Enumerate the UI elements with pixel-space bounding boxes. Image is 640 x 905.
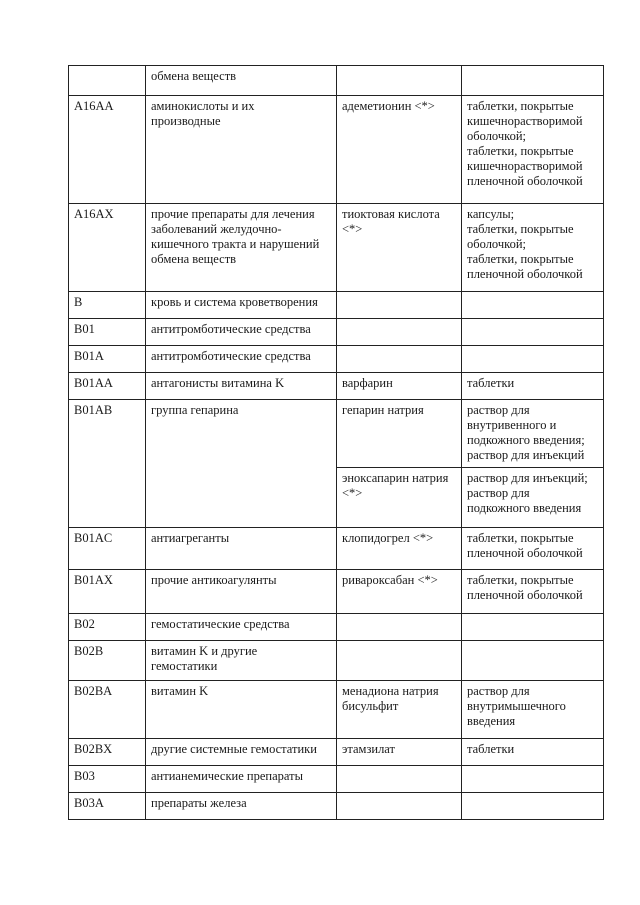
group-cell: антагонисты витамина K	[146, 373, 337, 400]
form-cell	[462, 793, 604, 820]
group-cell: группа гепарина	[146, 400, 337, 528]
form-cell: таблетки	[462, 373, 604, 400]
code-cell: A16AA	[69, 96, 146, 204]
form-cell	[462, 346, 604, 373]
form-cell: раствор для внутримышечного введения	[462, 681, 604, 739]
table-row	[69, 614, 604, 641]
table-row	[69, 292, 604, 319]
form-cell: раствор для внутривенного и подкожного введения; раствор для инъекций	[462, 400, 604, 468]
code-cell: B03	[69, 766, 146, 793]
group-cell: антитромботические средства	[146, 346, 337, 373]
table-row	[69, 373, 604, 400]
drug-cell: адеметионин <*>	[337, 96, 462, 204]
table-row	[69, 570, 604, 614]
drug-cell: ривароксабан <*>	[337, 570, 462, 614]
table-row	[69, 346, 604, 373]
drug-cell	[337, 292, 462, 319]
code-cell: B02B	[69, 641, 146, 681]
form-cell	[462, 66, 604, 96]
table-row	[69, 204, 604, 292]
drug-cell: клопидогрел <*>	[337, 528, 462, 570]
form-cell: таблетки, покрытые пленочной оболочкой	[462, 528, 604, 570]
group-cell: аминокислоты и их производные	[146, 96, 337, 204]
table-row	[69, 400, 604, 468]
table-body	[69, 66, 604, 820]
code-cell: B02BX	[69, 739, 146, 766]
code-cell: B02	[69, 614, 146, 641]
form-cell	[462, 292, 604, 319]
drug-cell	[337, 614, 462, 641]
form-cell	[462, 641, 604, 681]
group-cell: витамин K	[146, 681, 337, 739]
table-row	[69, 641, 604, 681]
code-cell: B02BA	[69, 681, 146, 739]
table-row	[69, 319, 604, 346]
code-cell: B01AC	[69, 528, 146, 570]
group-cell: антианемические препараты	[146, 766, 337, 793]
code-cell: B03A	[69, 793, 146, 820]
form-cell: таблетки, покрытые пленочной оболочкой	[462, 570, 604, 614]
code-cell: A16AX	[69, 204, 146, 292]
drug-cell	[337, 766, 462, 793]
drug-cell: менадиона натрия бисульфит	[337, 681, 462, 739]
drug-cell: тиоктовая кислота <*>	[337, 204, 462, 292]
form-cell: капсулы; таблетки, покрытые оболочкой; таблетки, покрытые пленочной оболочкой	[462, 204, 604, 292]
form-cell: таблетки	[462, 739, 604, 766]
code-cell: B	[69, 292, 146, 319]
drug-cell	[337, 641, 462, 681]
form-cell	[462, 766, 604, 793]
form-cell: таблетки, покрытые кишечнорастворимой оболочкой; таблетки, покрытые кишечнорастворимой пленочной оболочкой	[462, 96, 604, 204]
table-row	[69, 739, 604, 766]
group-cell: другие системные гемостатики	[146, 739, 337, 766]
code-cell: B01	[69, 319, 146, 346]
drug-cell	[337, 319, 462, 346]
group-cell: антиагреганты	[146, 528, 337, 570]
table-row	[69, 793, 604, 820]
form-cell: раствор для инъекций; раствор для подкожного введения	[462, 468, 604, 528]
table-row	[69, 66, 604, 96]
group-cell: препараты железа	[146, 793, 337, 820]
group-cell: прочие антикоагулянты	[146, 570, 337, 614]
group-cell: обмена веществ	[146, 66, 337, 96]
code-cell: B01AB	[69, 400, 146, 528]
table-row	[69, 681, 604, 739]
code-cell	[69, 66, 146, 96]
drug-cell	[337, 793, 462, 820]
code-cell: B01AA	[69, 373, 146, 400]
group-cell: гемостатические средства	[146, 614, 337, 641]
group-cell: витамин K и другие гемостатики	[146, 641, 337, 681]
drug-cell: гепарин натрия	[337, 400, 462, 468]
group-cell: кровь и система кроветворения	[146, 292, 337, 319]
code-cell: B01A	[69, 346, 146, 373]
form-cell	[462, 319, 604, 346]
table-row	[69, 528, 604, 570]
table-row	[69, 96, 604, 204]
group-cell: прочие препараты для лечения заболеваний желудочно- кишечного тракта и нарушений обмена веществ	[146, 204, 337, 292]
drug-cell: этамзилат	[337, 739, 462, 766]
drug-cell: эноксапарин натрия <*>	[337, 468, 462, 528]
drug-cell	[337, 346, 462, 373]
group-cell: антитромботические средства	[146, 319, 337, 346]
table-row	[69, 766, 604, 793]
form-cell	[462, 614, 604, 641]
drug-cell	[337, 66, 462, 96]
code-cell: B01AX	[69, 570, 146, 614]
drug-list-table	[68, 65, 604, 820]
drug-cell: варфарин	[337, 373, 462, 400]
